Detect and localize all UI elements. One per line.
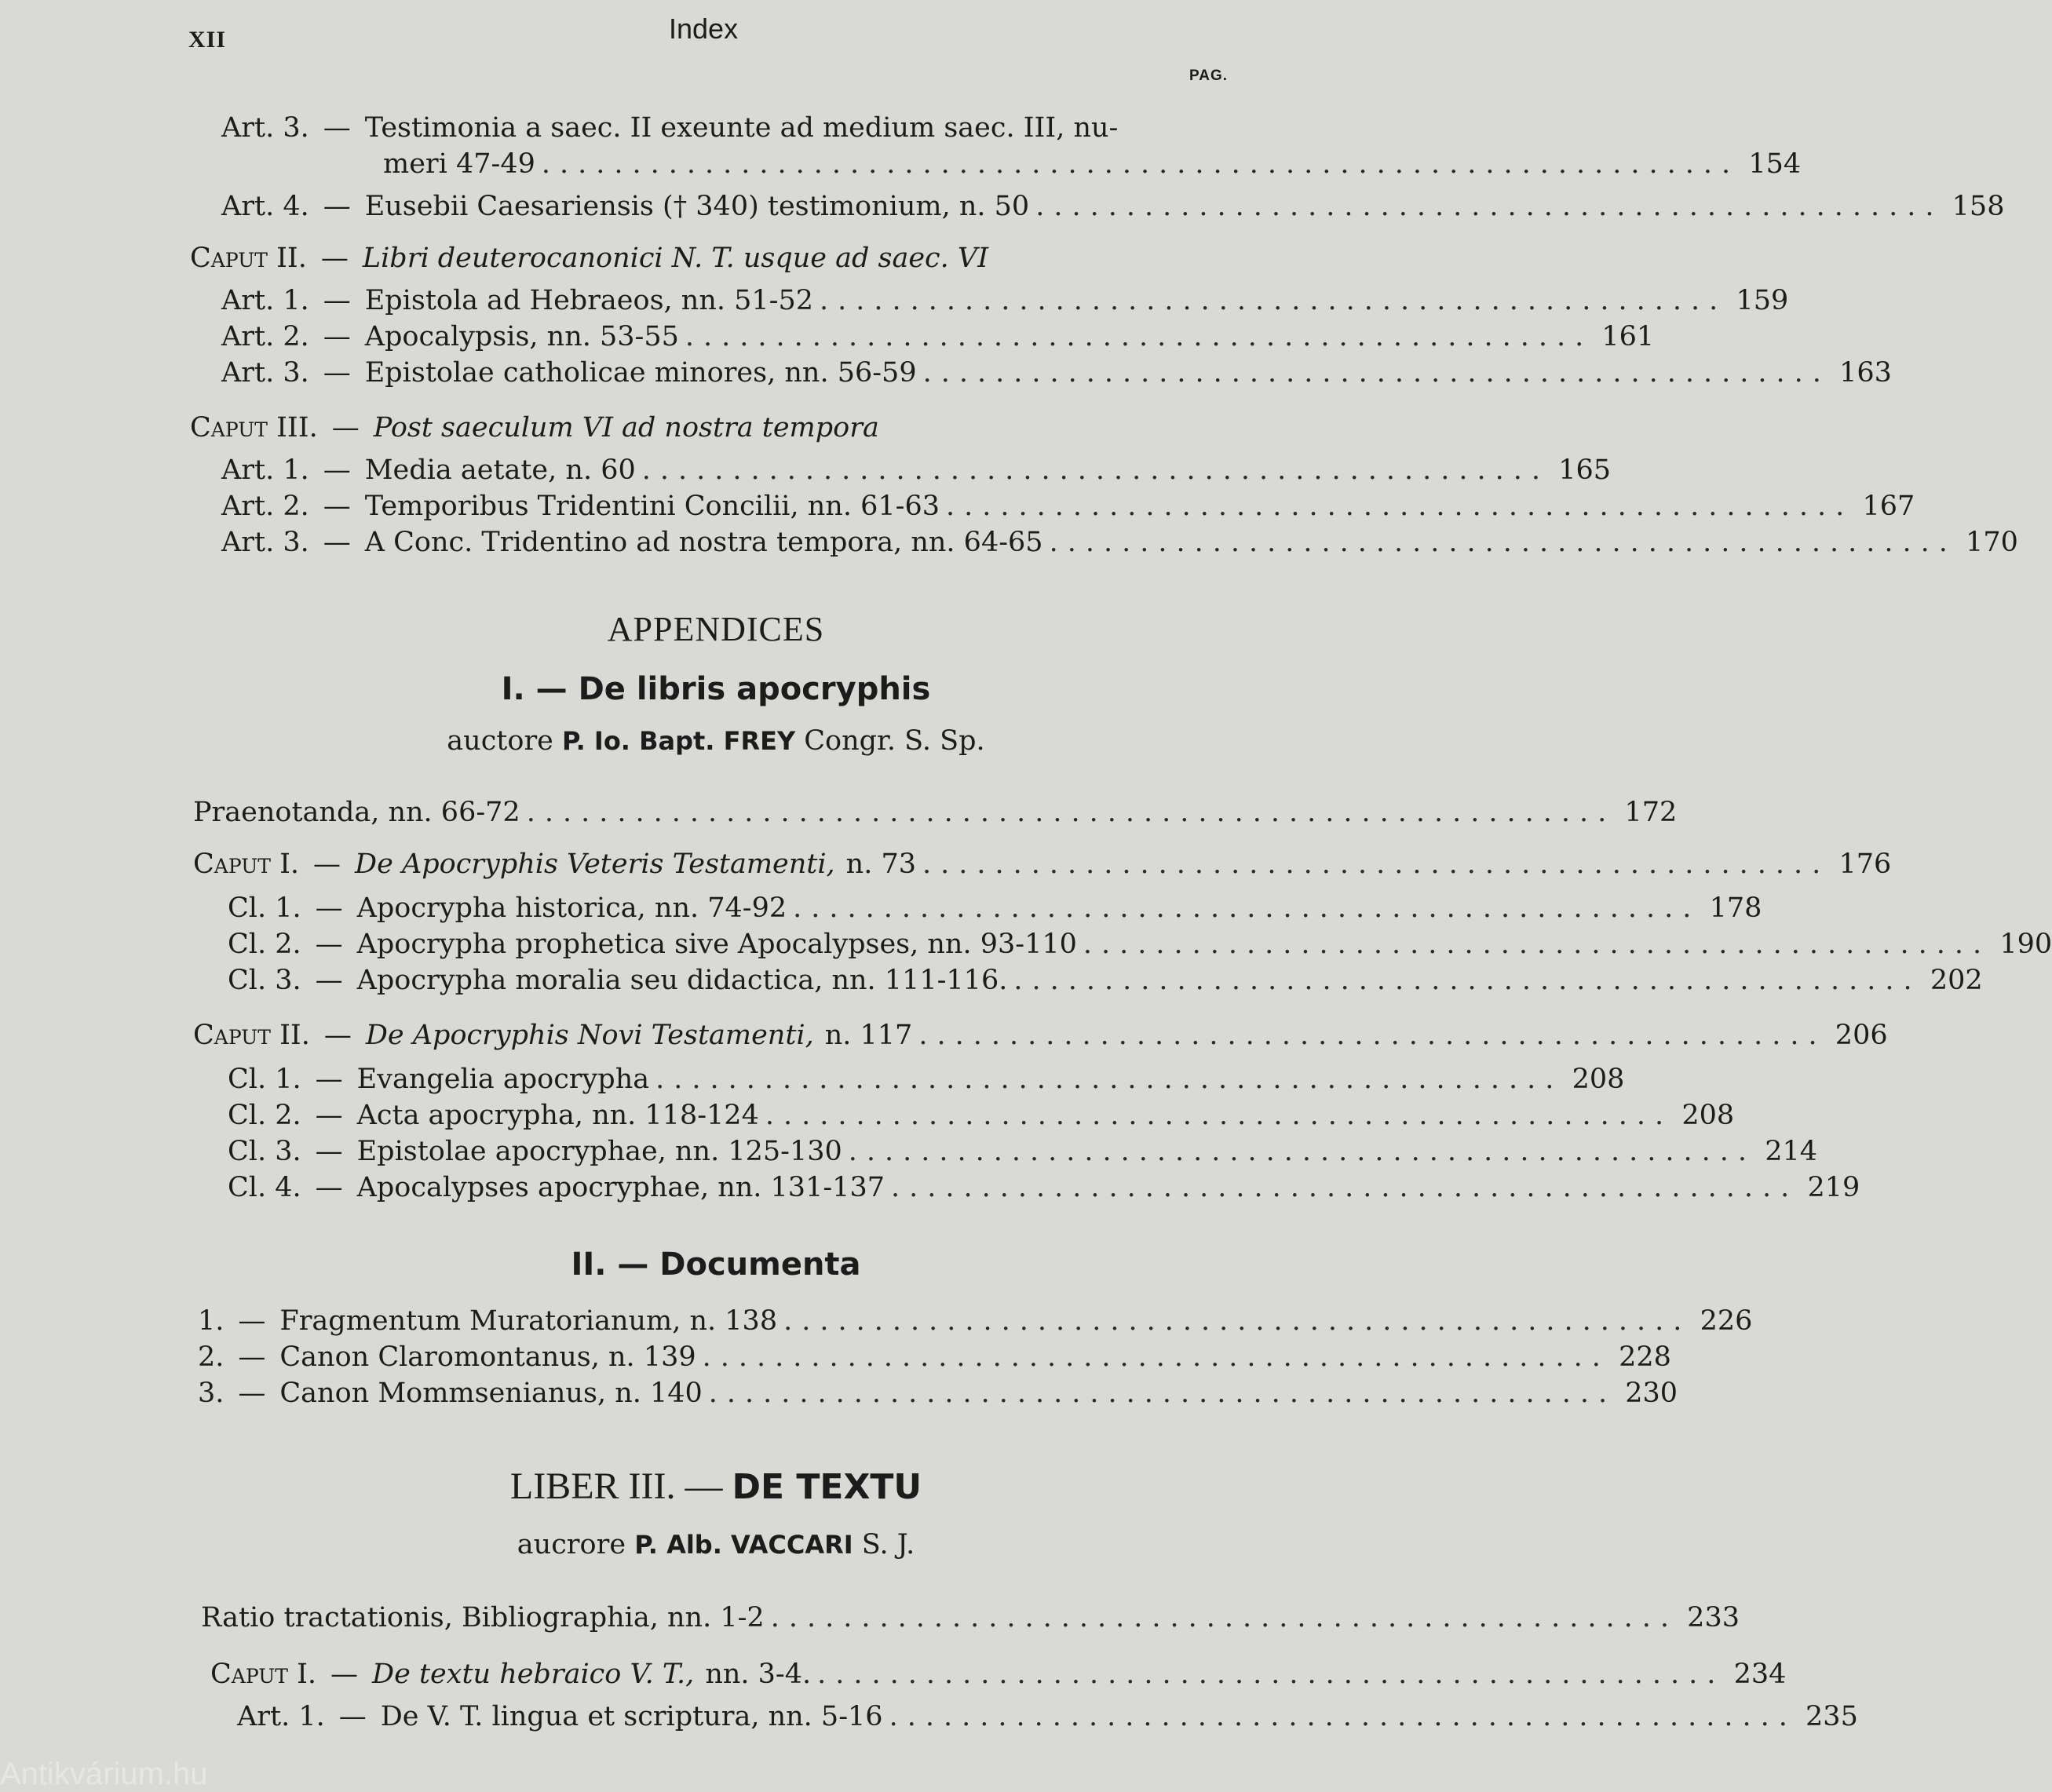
entry-page: 208 [1572, 1064, 1625, 1095]
page-number: XII [188, 27, 227, 53]
entry-title: Praenotanda, nn. 66-72 [193, 797, 520, 828]
dot-leader: .................................................. [922, 357, 1831, 389]
em-dash: — [315, 1064, 343, 1095]
entry-title: Temporibus Tridentini Concilii, nn. 61-63 [364, 491, 940, 522]
toc-entry [221, 283, 1789, 319]
appendix-1-heading: I. — De libris apocryphis [501, 671, 931, 707]
toc-chapter [193, 846, 1892, 882]
entry-title: Media aetate, n. 60 [364, 454, 636, 486]
dot-leader: .................................................. [641, 454, 1550, 486]
em-dash: — [323, 285, 351, 316]
entry-title: Epistolae apocryphae, nn. 125-130 [356, 1136, 842, 1167]
chapter-number: n. 117 [824, 1020, 913, 1051]
entry-label: Art. 2. [221, 491, 309, 522]
toc-entry [228, 1133, 1818, 1170]
entry-label: 1. [198, 1305, 225, 1337]
entry-page: 159 [1736, 285, 1789, 316]
toc-entry [221, 110, 1234, 146]
toc-entry [221, 188, 2005, 224]
chapter-label: Caput III. [190, 412, 318, 443]
toc-entry [221, 524, 2018, 560]
dot-leader: .................................................. [1013, 965, 1922, 996]
toc-entry [198, 1303, 1753, 1339]
entry-page: 176 [1838, 849, 1892, 880]
entry-title: Fragmentum Muratorianum, n. 138 [279, 1305, 778, 1337]
dot-leader: .................................................. [770, 1602, 1678, 1633]
dot-leader: .................................................. [820, 285, 1728, 316]
em-dash: — [238, 1341, 266, 1373]
entry-page: 234 [1733, 1659, 1787, 1690]
entry-label: Art. 1. [221, 454, 309, 486]
dot-leader: .................................................................. [541, 148, 1740, 180]
dot-leader: .................................................. [817, 1659, 1725, 1690]
entry-title: Acta apocrypha, nn. 118-124 [356, 1100, 759, 1131]
entry-page: 190 [1999, 929, 2052, 960]
author-prefix: auctore [447, 725, 553, 757]
entry-title: Testimonia a saec. II exeunte ad medium saec. III, nu- [364, 112, 1119, 144]
dot-leader: .................................................. [889, 1701, 1797, 1732]
dot-leader: .................................................. [945, 491, 1854, 522]
entry-title: Apocalypses apocryphae, nn. 131-137 [356, 1172, 885, 1203]
entry-page: 208 [1681, 1100, 1735, 1131]
entry-label: Art. 1. [237, 1701, 325, 1732]
entry-label: Art. 3. [221, 357, 309, 389]
appendices-heading: APPENDICES [607, 610, 825, 648]
toc-entry [221, 355, 1892, 391]
entry-page: 230 [1625, 1378, 1678, 1409]
entry-title: Apocrypha prophetica sive Apocalypses, nn. 93-110 [356, 929, 1077, 960]
entry-label: Cl. 2. [228, 1100, 301, 1131]
em-dash: — [315, 892, 343, 924]
author-prefix: aucrore [517, 1529, 626, 1560]
em-dash: — [338, 1701, 367, 1732]
entry-label: Art. 3. [221, 112, 309, 144]
em-dash: — [323, 527, 351, 558]
toc-entry [201, 1600, 1740, 1636]
entry-label: 3. [198, 1378, 225, 1409]
em-dash: — [323, 454, 351, 486]
entry-title: Apocrypha historica, nn. 74-92 [356, 892, 787, 924]
em-dash: — [238, 1378, 266, 1409]
entry-page: 165 [1558, 454, 1612, 486]
toc-entry [228, 1170, 1860, 1206]
toc-entry [221, 319, 1655, 355]
em-dash: — [313, 849, 341, 880]
chapter-label: Caput I. [210, 1659, 317, 1690]
entry-title: Canon Mommsenianus, n. 140 [279, 1378, 703, 1409]
dot-leader: .................................................. [655, 1064, 1564, 1095]
liber-heading-title: DE TEXTU [732, 1467, 922, 1507]
pag-column-label: PAG. [1189, 68, 1229, 84]
entry-page: 170 [1966, 527, 2018, 558]
toc-chapter [210, 1656, 1787, 1692]
toc-entry [228, 962, 1983, 998]
running-title: Index [669, 13, 739, 45]
entry-label: Cl. 1. [228, 1064, 301, 1095]
em-dash: — [238, 1305, 266, 1337]
entry-title: Ratio tractationis, Bibliographia, nn. 1-2 [201, 1602, 765, 1633]
entry-title: A Conc. Tridentino ad nostra tempora, nn. 64-65 [364, 527, 1043, 558]
toc-entry [228, 1097, 1735, 1133]
entry-page: 214 [1765, 1136, 1818, 1167]
entry-title: Evangelia apocrypha [356, 1064, 650, 1095]
em-dash: — [323, 112, 351, 144]
entry-page: 219 [1807, 1172, 1860, 1203]
dot-leader: .................................................. [848, 1136, 1757, 1167]
dot-leader: .................................................. [793, 892, 1701, 924]
toc-chapter [190, 240, 1239, 276]
chapter-title: Libri deuterocanonici N. T. usque ad saec. VI [362, 243, 989, 274]
author-name: P. Alb. VACCARI [634, 1530, 853, 1560]
author-name: P. Io. Bapt. FREY [562, 726, 796, 756]
dot-leader: .................................................. [702, 1341, 1610, 1373]
watermark: Antikvárium.hu [0, 1757, 208, 1791]
chapter-title: Post saeculum VI ad nostra tempora [373, 412, 879, 443]
dot-leader: .................................................. [783, 1305, 1692, 1337]
entry-label: Art. 3. [221, 527, 309, 558]
appendix-1-author [47, 725, 1385, 757]
em-dash: — [323, 491, 351, 522]
em-dash: — [323, 191, 351, 222]
em-dash: — [331, 412, 360, 443]
chapter-label: Caput I. [193, 849, 300, 880]
em-dash: — [315, 965, 343, 996]
entry-page: 228 [1619, 1341, 1671, 1373]
em-dash: — [330, 1659, 359, 1690]
em-dash: — [323, 1020, 352, 1051]
entry-page: 235 [1806, 1701, 1858, 1732]
entry-label: 2. [198, 1341, 225, 1373]
dot-leader: .................................................. [765, 1100, 1674, 1131]
entry-title: Canon Claromontanus, n. 139 [279, 1341, 696, 1373]
toc-entry [193, 794, 1678, 830]
chapter-title: De textu hebraico V. T., [372, 1659, 695, 1690]
dot-leader: .................................................. [1049, 527, 1957, 558]
entry-page: 158 [1952, 191, 2005, 222]
chapter-label: Caput II. [190, 243, 307, 274]
toc-entry [228, 1061, 1625, 1097]
entry-page: 172 [1624, 797, 1678, 828]
em-dash: — [315, 1172, 343, 1203]
dot-leader: .................................................. [708, 1378, 1617, 1409]
dot-leader: .................................................. [1035, 191, 1944, 222]
entry-title-continued: meri 47-49 [383, 148, 535, 180]
entry-label: Cl. 1. [228, 892, 301, 924]
appendix-2-heading: II. — Documenta [571, 1246, 861, 1283]
toc-chapter [193, 1017, 1888, 1053]
em-dash: — [323, 321, 351, 352]
liber-author [47, 1529, 1385, 1560]
dot-leader: .................................................. [890, 1172, 1799, 1203]
toc-entry [198, 1375, 1678, 1411]
entry-page: 167 [1862, 491, 1915, 522]
author-suffix: Congr. S. Sp. [804, 725, 985, 757]
author-suffix: S. J. [861, 1529, 915, 1560]
dot-leader: .................................................. [1083, 929, 1992, 960]
entry-page: 163 [1839, 357, 1892, 389]
em-dash: — [323, 357, 351, 389]
entry-page: 161 [1601, 321, 1655, 352]
entry-page: 226 [1700, 1305, 1753, 1337]
entry-label: Cl. 2. [228, 929, 301, 960]
dot-leader: .................................................. [918, 1020, 1827, 1051]
entry-title: Apocrypha moralia seu didactica, nn. 111-116. [356, 965, 1008, 996]
chapter-title: De Apocryphis Novi Testamenti, [365, 1020, 814, 1051]
toc-entry [237, 1699, 1858, 1735]
em-dash: — [320, 243, 349, 274]
entry-page: 178 [1709, 892, 1762, 924]
toc-entry [228, 926, 2052, 962]
toc-entry [221, 452, 1612, 488]
toc-entry [198, 1339, 1671, 1375]
toc-entry-continuation [383, 146, 1802, 182]
dot-leader: .................................................. [685, 321, 1594, 352]
dot-leader: .................................................. [922, 849, 1831, 880]
em-dash: — [315, 1100, 343, 1131]
chapter-title: De Apocryphis Veteris Testamenti, [355, 849, 835, 880]
toc-entry [221, 488, 1915, 524]
entry-label: Art. 2. [221, 321, 309, 352]
entry-title: Eusebii Caesariensis († 340) testimonium, n. 50 [364, 191, 1030, 222]
liber-heading-prefix: LIBER III. — [509, 1465, 723, 1507]
liber-heading [47, 1465, 1385, 1508]
chapter-number: n. 73 [845, 849, 917, 880]
entry-label: Cl. 3. [228, 965, 301, 996]
entry-title: Epistolae catholicae minores, nn. 56-59 [364, 357, 917, 389]
entry-page: 206 [1835, 1020, 1888, 1051]
em-dash: — [315, 1136, 343, 1167]
entry-label: Art. 1. [221, 285, 309, 316]
dot-leader: ............................................................ [526, 797, 1616, 828]
chapter-label: Caput II. [193, 1020, 310, 1051]
entry-page: 202 [1930, 965, 1983, 996]
entry-label: Cl. 4. [228, 1172, 301, 1203]
entry-title: Epistola ad Hebraeos, nn. 51-52 [364, 285, 814, 316]
entry-page: 154 [1748, 148, 1802, 180]
toc-entry [228, 890, 1762, 926]
chapter-number: nn. 3-4. [705, 1659, 812, 1690]
entry-title: Apocalypsis, nn. 53-55 [364, 321, 679, 352]
toc-chapter [190, 410, 1239, 446]
entry-title: De V. T. lingua et scriptura, nn. 5-16 [380, 1701, 883, 1732]
entry-label: Art. 4. [221, 191, 309, 222]
entry-label: Cl. 3. [228, 1136, 301, 1167]
em-dash: — [315, 929, 343, 960]
entry-page: 233 [1687, 1602, 1740, 1633]
